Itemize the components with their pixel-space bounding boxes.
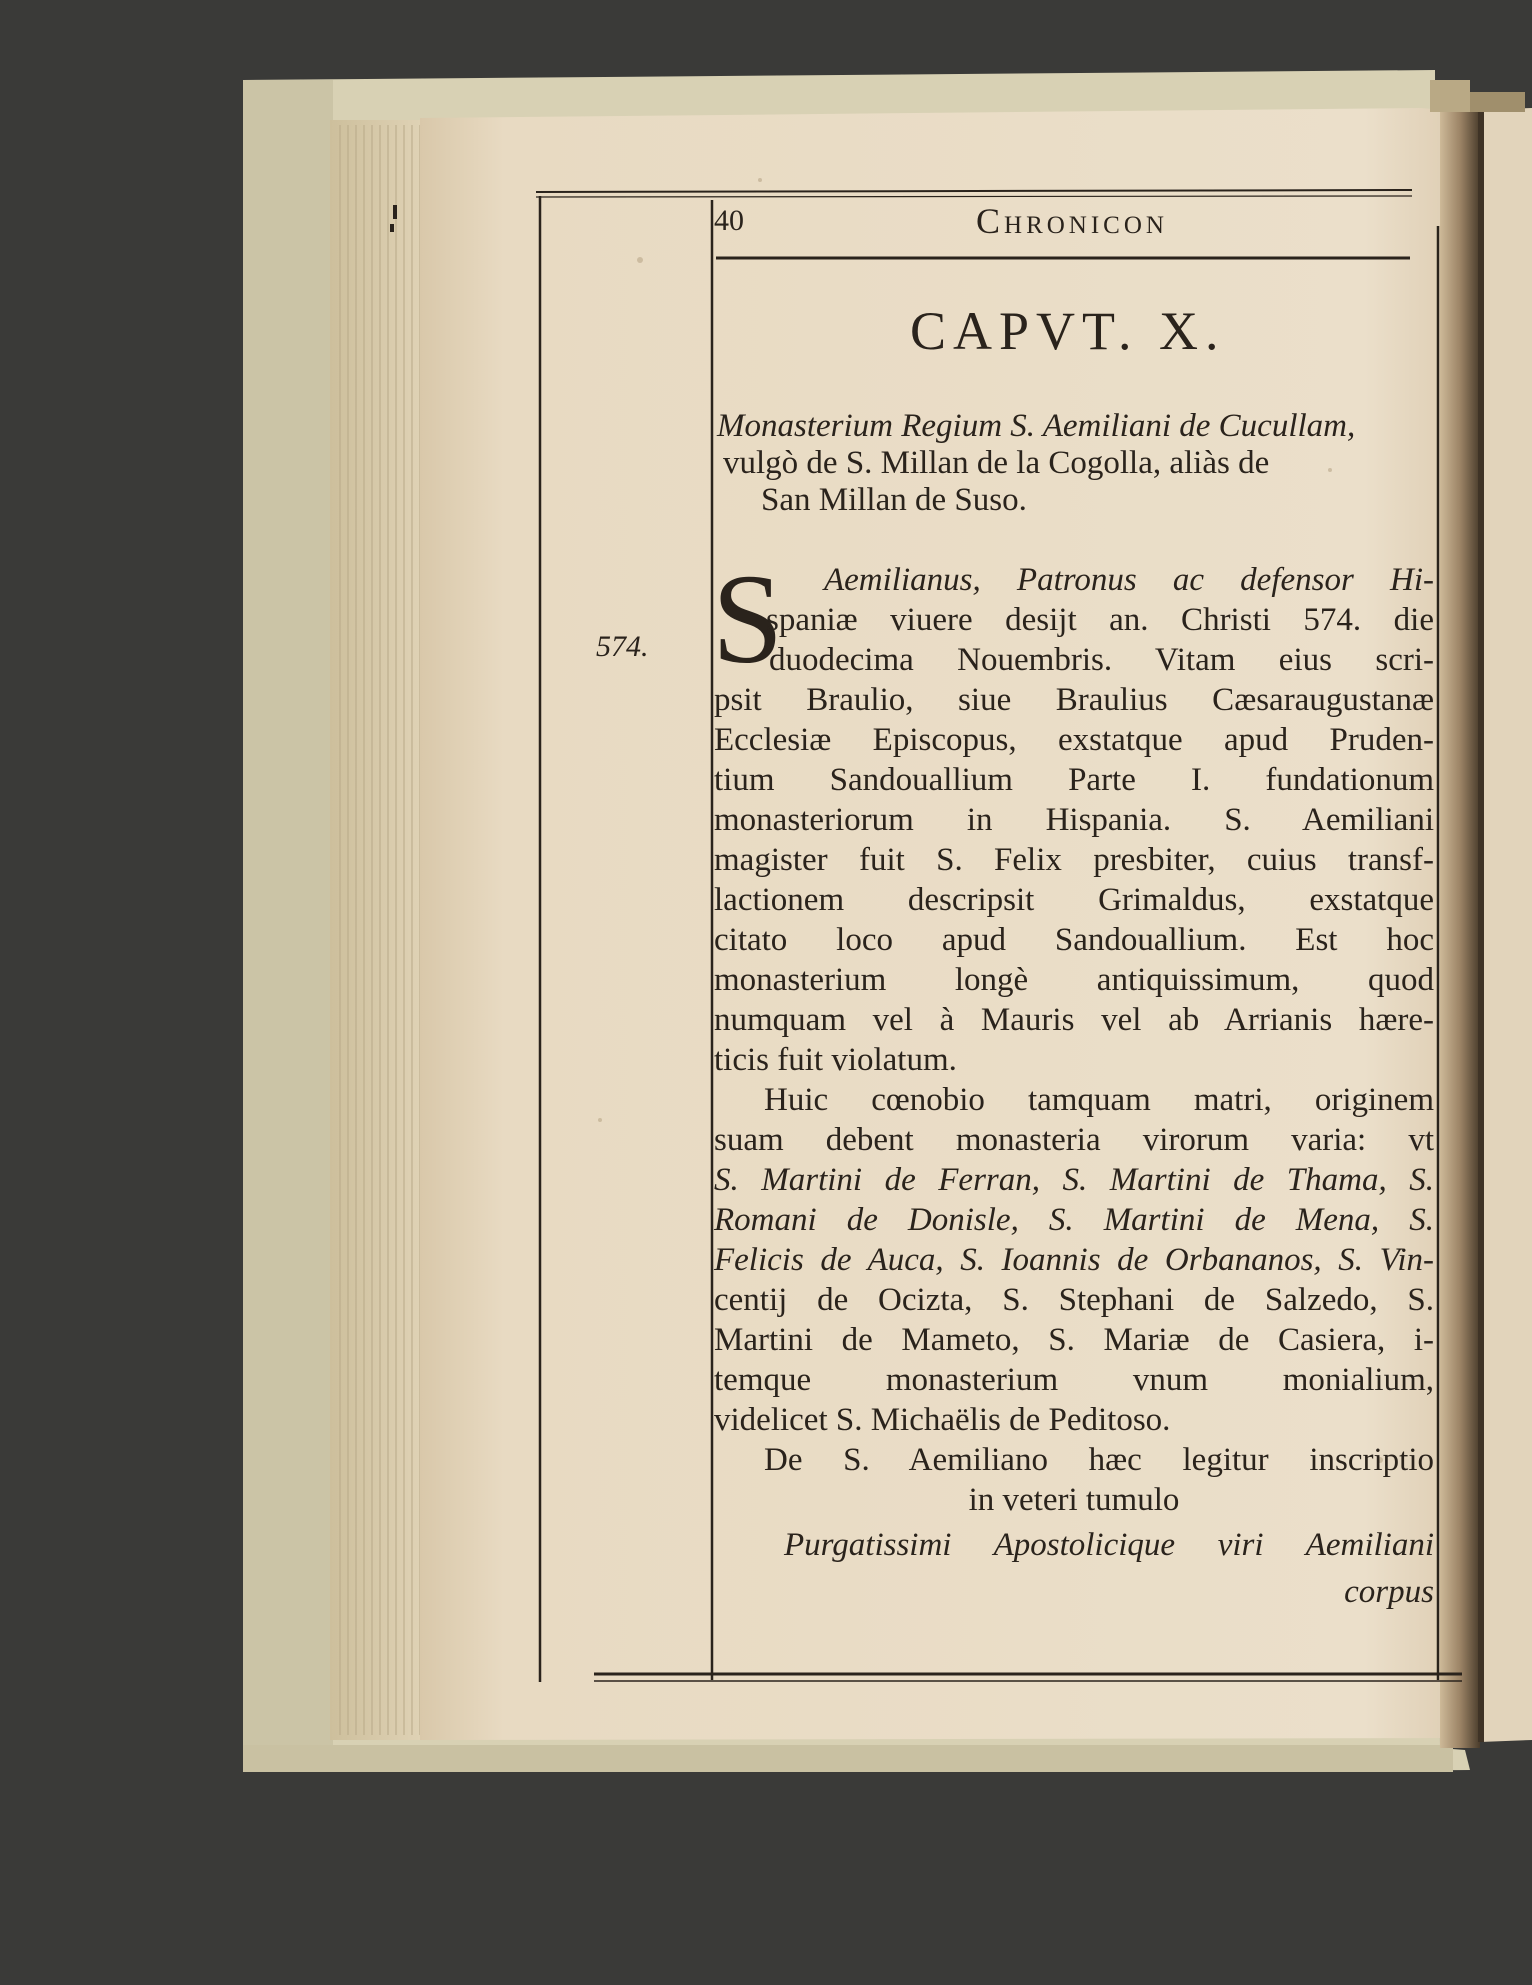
body-line: duodecima Nouembris. Vitam eius scri-: [769, 642, 1434, 678]
body-line: ticis fuit violatum.: [714, 1042, 957, 1078]
body-line: S. Martini de Ferran, S. Martini de Thama, S.: [714, 1162, 1434, 1198]
body-line: tium Sandouallium Parte I. fundationum: [714, 762, 1434, 798]
margin-note: 574.: [596, 630, 649, 663]
body-line: Romani de Donisle, S. Martini de Mena, S.: [714, 1202, 1434, 1238]
subtitle-line: Monasterium Regium S. Aemiliani de Cucullam,: [717, 408, 1356, 444]
body-line: Purgatissimi Apostolicique viri Aemiliani: [784, 1527, 1434, 1563]
body-line: numquam vel à Mauris vel ab Arrianis hære-: [714, 1002, 1434, 1038]
body-line: spaniæ viuere desijt an. Christi 574. die: [766, 602, 1434, 638]
catchword: corpus: [1344, 1574, 1434, 1610]
running-head: [714, 198, 1414, 250]
body-line: Huic cœnobio tamquam matri, originem: [764, 1082, 1434, 1118]
page-number: 40: [714, 204, 744, 237]
chapter-subtitle: [717, 408, 1437, 519]
subtitle-line: vulgò de S. Millan de la Cogolla, aliàs de: [723, 445, 1270, 481]
chapter-heading: CAPVT. X.: [910, 301, 1226, 361]
body-line: videlicet S. Michaëlis de Peditoso.: [714, 1402, 1171, 1438]
subtitle-line: San Millan de Suso.: [761, 482, 1027, 518]
body-line: magister fuit S. Felix presbiter, cuius transf-: [714, 842, 1434, 878]
body-line: monasterium longè antiquissimum, quod: [714, 962, 1434, 998]
body-line: De S. Aemiliano hæc legitur inscriptio: [764, 1442, 1434, 1478]
running-title: Chronicon: [976, 201, 1168, 241]
body-line: psit Braulio, siue Braulius Cæsaraugustanæ: [714, 682, 1434, 718]
body-text: [714, 560, 1434, 1610]
body-line: temque monasterium vnum monialium,: [714, 1362, 1434, 1398]
drop-cap: S: [712, 548, 784, 690]
body-line: Felicis de Auca, S. Ioannis de Orbananos, S. Vin-: [714, 1242, 1434, 1278]
body-line: lactionem descripsit Grimaldus, exstatque: [714, 882, 1434, 918]
body-line: Aemilianus, Patronus ac defensor Hi-: [824, 562, 1434, 598]
body-line: in veteri tumulo: [968, 1482, 1180, 1518]
body-line: monasteriorum in Hispania. S. Aemiliani: [714, 802, 1434, 838]
body-line: citato loco apud Sandouallium. Est hoc: [714, 922, 1434, 958]
body-line: centij de Ocizta, S. Stephani de Salzedo, S.: [714, 1282, 1434, 1318]
body-line: suam debent monasteria virorum varia: vt: [714, 1122, 1434, 1158]
body-line: Ecclesiæ Episcopus, exstatque apud Pruden-: [714, 722, 1434, 758]
body-line: Martini de Mameto, S. Mariæ de Casiera, i-: [714, 1322, 1434, 1358]
